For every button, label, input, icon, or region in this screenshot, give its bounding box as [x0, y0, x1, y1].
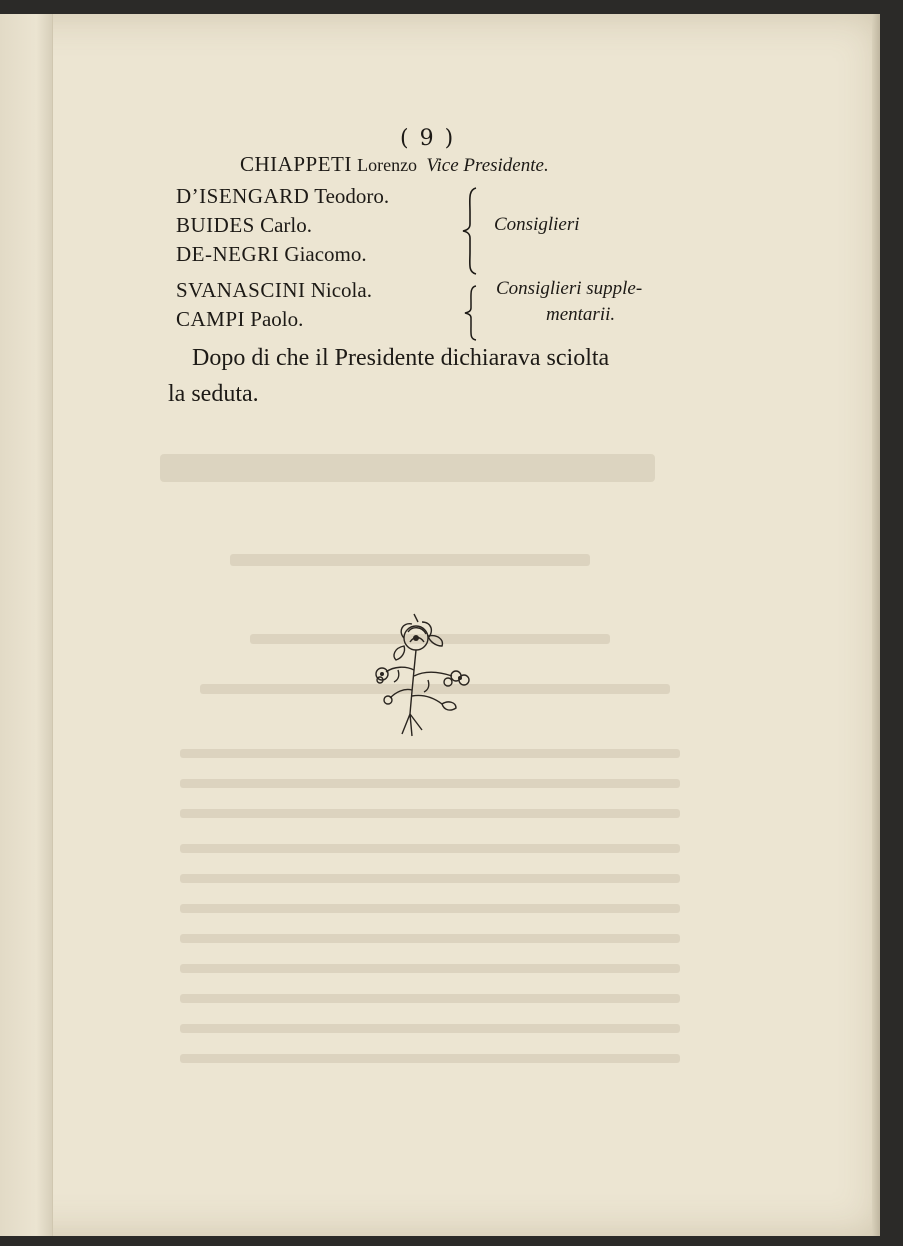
- member-row: [176, 242, 367, 267]
- page-edge: [872, 14, 880, 1236]
- member-given: Lorenzo: [357, 155, 418, 175]
- member-surname: BUIDES: [176, 213, 255, 237]
- member-role: Vice Presidente.: [426, 155, 549, 176]
- member-row: [176, 213, 312, 238]
- book-page: [0, 14, 880, 1236]
- member-given: Nicola.: [310, 278, 372, 302]
- member-given: Teodoro.: [314, 184, 390, 208]
- member-surname: DE-NEGRI: [176, 242, 280, 266]
- group-label-supplementari: Consiglieri supple-: [496, 278, 643, 299]
- member-surname: CAMPI: [176, 307, 246, 331]
- group-label-supplementari-cont: mentarii.: [546, 304, 616, 325]
- member-row: [176, 184, 389, 209]
- member-given: Giacomo.: [284, 242, 367, 266]
- group-label-consiglieri: Consiglieri: [494, 214, 580, 235]
- brace-consiglieri: [460, 186, 482, 276]
- brace-supplementari: [462, 284, 482, 342]
- member-row: [176, 307, 303, 332]
- member-surname: D’ISENGARD: [176, 184, 310, 208]
- closing-line: la seduta.: [168, 381, 259, 407]
- member-row: [240, 152, 549, 177]
- member-given: Carlo.: [260, 213, 312, 237]
- closing-line: Dopo di che il Presidente dichiarava sciolta: [192, 345, 610, 371]
- page-number: ( 9 ): [400, 126, 456, 151]
- member-surname: SVANASCINI: [176, 278, 306, 302]
- flower-vignette-icon: [368, 610, 480, 742]
- page-gutter: [0, 14, 53, 1236]
- member-row: [176, 278, 372, 303]
- member-surname: CHIAPPETI: [240, 152, 352, 176]
- member-given: Paolo.: [250, 307, 304, 331]
